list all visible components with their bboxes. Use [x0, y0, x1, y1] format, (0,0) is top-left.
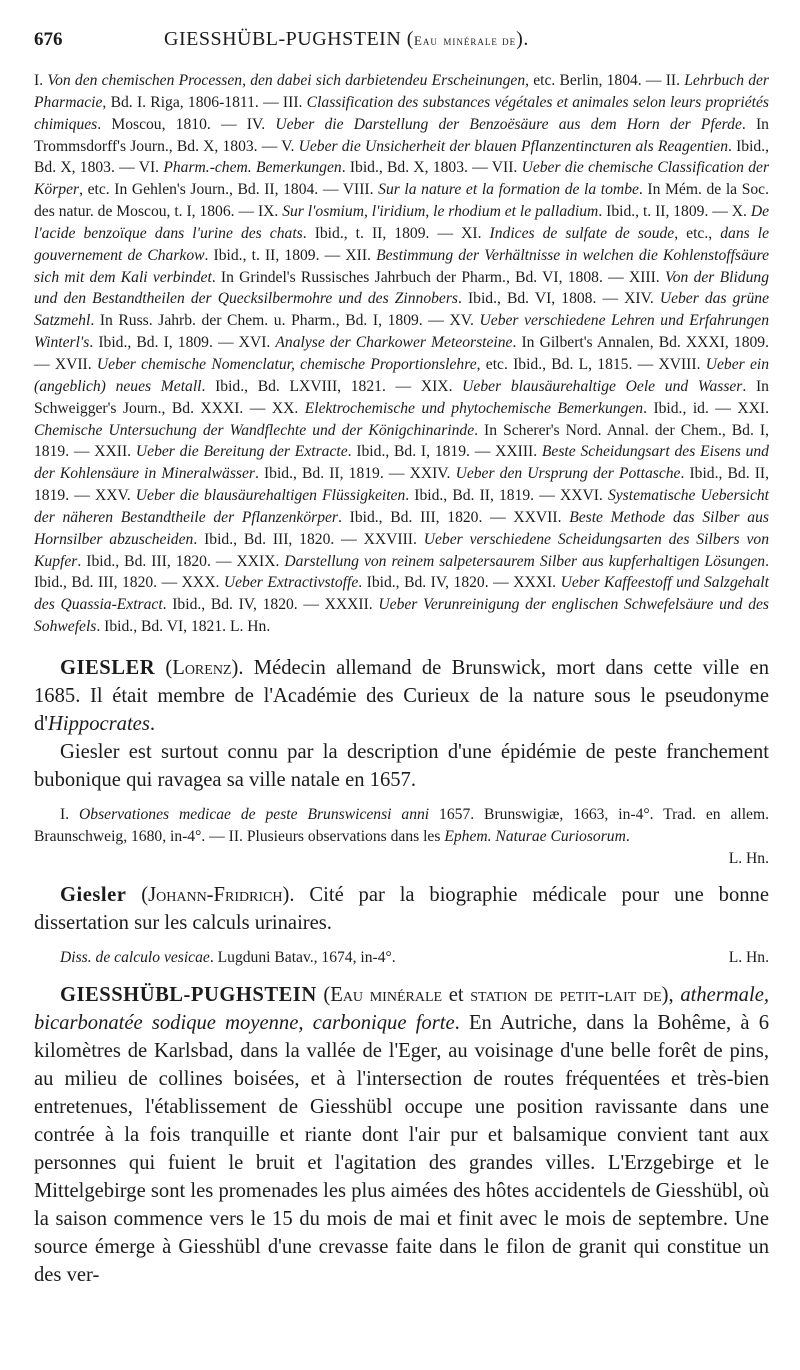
- biblio-2-run: 1657. Brunswigiæ, 1663, in-4°. Trad. en allem. Braunschweig, 1680, in-4°. — II. Plusieurs observations dans les: [34, 805, 769, 845]
- entry-open-paren: (: [316, 984, 331, 1007]
- entry-water-type: athermale, bicarbonatée sodique moyenne, carbonique forte: [34, 984, 769, 1035]
- biblio-1-run: . Ibid., Bd. I, 1819. — XXIII.: [347, 443, 542, 461]
- biblio-1-run: Bestimmung der Verhältnisse in welchen die Kohlenstoffsäure sich mit dem Kali verbindet: [34, 246, 769, 286]
- biblio-1-run: , etc.,: [674, 224, 721, 242]
- biblio-1-run: . In Grindel's Russisches Jahrbuch der Pharm., Bd. VI, 1808. — XIII.: [211, 268, 665, 286]
- bibliography-block-3: [34, 947, 769, 969]
- biblio-1-run: , etc. Berlin, 1804. — II.: [525, 72, 685, 89]
- entry-giesler-lorenz-para2: Giesler est surtout connu par la description d'une épidémie de peste franchement bubonique qui ravagea sa ville natale en 1657.: [34, 740, 769, 791]
- biblio-1-run: . Ibid., Bd. II, 1819. — XXIV.: [254, 465, 456, 483]
- biblio-1-run: . In Gilbert's Annalen, Bd. XXXI, 1809. — XVII.: [34, 334, 769, 373]
- entry-eau: Eau: [330, 984, 364, 1007]
- biblio-1-run: Analyse der Charkower Meteorsteine: [275, 334, 513, 352]
- biblio-1-run: . Ibid., Bd. LXVIII, 1821. — XIX.: [201, 377, 463, 395]
- running-title-minerale: minérale de: [443, 33, 517, 48]
- biblio-1-run: . Ibid., Bd. X, 1803. — VI.: [34, 137, 770, 177]
- biblio-1-run: Lehrbuch der Pharmacie: [34, 72, 769, 111]
- biblio-1-run: Ueber Verunreinigung der englischen Schwefelsäure und des Sohwefels: [34, 596, 769, 636]
- biblio-1-run: . Ibid., Bd. IV, 1820. — XXXI.: [358, 574, 561, 592]
- biblio-1-run: . In Scherer's Nord. Annal. der Chem., Bd. I, 1819. — XXII.: [34, 421, 769, 461]
- biblio-1-run: Ueber die Unsicherheit der blauen Pflanzentincturen als Reagentien: [298, 137, 729, 155]
- entry-giesler-lorenz-para1: GIESLER (Lorenz). Médecin allemand de Brunswick, mort dans cette ville en 1685. Il était membre de l'Académie des Curieux de la nature sous le pseudonyme d'Hippocrates.: [34, 656, 769, 735]
- entry-station: station de petit-lait de: [470, 984, 662, 1007]
- biblio-2-run: Ephem. Naturae Curiosorum: [444, 827, 626, 845]
- biblio-2-run: .: [625, 827, 630, 845]
- biblio-1-run: . Ibid., Bd. VI, 1821.: [96, 618, 230, 636]
- biblio-1-run: I.: [34, 72, 48, 89]
- biblio-1-run: , etc. Ibid., Bd. L, 1815. — XVIII.: [476, 355, 706, 373]
- running-title: [164, 28, 529, 51]
- entry-pseudonym: Hippocrates: [48, 712, 150, 735]
- biblio-1-run: Ueber das grüne Satzmehl: [34, 290, 769, 330]
- entry-text: . En Autriche, dans la Bohême, à 6 kilomètres de Karlsbad, dans la vallée de l'Eger, au voisinage d'une belle forêt de pins, au milieu de collines boisées, et à l'intersection de routes fréquentées et très-bien entretenues, l'établissement de Giesshübl occupe une position ravissante dans une contrée à la fois tranquille et riante dont l'air pur et balsamique convient tant aux personnes qui fuient le bruit et l'agitation des grandes villes. L'Erzgebirge et le Mittelgebirge sont les promenades les plus aimées des hôtes accidentels de Giesshübl, où la saison commence vers le 15 du mois de mai et finit avec le mois de septembre. Une source émerge à Giesshübl d'une crevasse faite dans le filon de granit qui constitue un des ver-: [34, 1012, 770, 1287]
- entry-text-end: .: [149, 712, 155, 735]
- entry-text: ). Cité par la biographie médicale pour une bonne dissertation sur les calculs urinaires.: [34, 884, 769, 935]
- biblio-1-run: . Ibid., Bd. III, 1820. — XXX.: [34, 552, 770, 592]
- biblio-1-run: Ueber blausäurehaltige Oele und Wasser: [462, 377, 743, 395]
- entry-minerale: minérale: [369, 984, 443, 1007]
- biblio-1-run: . In Russ. Jahrb. der Chem. u. Pharm., Bd. I, 1809. — XV.: [90, 312, 480, 330]
- biblio-3-run: Diss. de calculo vesicae: [60, 949, 210, 967]
- biblio-1-run: Ueber die Darstellung der Benzoësäure aus dem Horn der Pferde: [275, 115, 742, 133]
- biblio-1-run: Pharm.-chem. Bemerkungen: [163, 159, 342, 177]
- biblio-1-run: Indices de sulfate de soude: [489, 224, 675, 242]
- biblio-1-run: , Bd. I. Riga, 1806-1811. — III.: [102, 93, 307, 111]
- biblio-1-run: . Ibid., Bd. IV, 1820. — XXXII.: [162, 596, 379, 614]
- biblio-1-run: De l'acide benzoïque dans l'urine des chats: [34, 203, 769, 242]
- biblio-1-run: Ueber die Bereitung der Extracte: [135, 443, 348, 461]
- biblio-1-run: Ueber ein (angeblich) neues Metall: [34, 355, 769, 395]
- biblio-1-run: Classification des substances végétales et animales selon leurs propriétés chimiques: [34, 93, 769, 133]
- biblio-1-run: Ueber Extractivstoffe: [223, 574, 359, 592]
- bibliography-3-author: L. Hn.: [728, 949, 769, 967]
- biblio-1-run: dans le gouvernement de Charkow: [34, 224, 769, 264]
- biblio-1-run: Beste Methode das Silber aus Hornsilber abzuscheiden: [34, 508, 769, 548]
- entry-giesshubl: [34, 981, 769, 1289]
- biblio-1-run: Von den chemischen Processen, den dabei sich darbietendeu Erscheinungen: [47, 72, 526, 89]
- biblio-1-run: Von der Blidung und den Bestandtheilen der Quecksilbermohre und des Zinnobers: [34, 268, 769, 308]
- biblio-1-run: . Ibid., Bd. III, 1820. — XXIX.: [77, 552, 285, 570]
- entry-given-name: Lorenz: [172, 656, 232, 679]
- running-title-close: ).: [516, 28, 529, 50]
- biblio-1-run: Ueber verschiedene Scheidungsarten des Silbers von Kupfer: [34, 530, 769, 570]
- entry-giesler-johann: Giesler (Johann-Fridrich). Cité par la biographie médicale pour une bonne dissertation sur les calculs urinaires.: [34, 884, 769, 935]
- biblio-1-run: Ueber Kaffeestoff und Salzgehalt des Quassia-Extract: [34, 574, 769, 614]
- biblio-1-run: . In Schweigger's Journ., Bd. XXXI. — XX.: [34, 377, 769, 417]
- biblio-1-run: Ueber die blausäurehaltigen Flüssigkeiten: [135, 487, 406, 505]
- biblio-1-run: . Ibid., Bd. I, 1809. — XVI.: [89, 334, 276, 352]
- dictionary-page: [34, 28, 769, 1358]
- entry-headword: GIESLER: [60, 656, 156, 679]
- running-title-eau: Eau: [413, 33, 438, 48]
- bibliography-1-author: L. Hn.: [229, 618, 271, 636]
- biblio-1-run: Sur la nature et la formation de la tombe: [378, 181, 639, 199]
- biblio-1-run: . Ibid., t. II, 1809. — XI.: [302, 224, 490, 242]
- entry-headword: Giesler: [60, 884, 127, 907]
- biblio-1-run: Darstellung von reinem salpetersaurem Silber aus kupferhaltigen Lösungen: [284, 552, 766, 570]
- biblio-1-run: . Ibid., Bd. II, 1819. — XXV.: [34, 465, 770, 505]
- biblio-1-run: . In Mém. de la Soc. des natur. de Moscou, t. I, 1806. — IX.: [34, 181, 769, 221]
- biblio-1-run: . Ibid., Bd. VI, 1808. — XIV.: [457, 290, 660, 308]
- bibliography-1-text: [34, 72, 769, 635]
- biblio-1-run: Systematische Uebersicht der näheren Bestandtheile der Pflanzenkörper: [34, 487, 769, 526]
- biblio-1-run: . Ibid., Bd. II, 1819. — XXVI.: [405, 487, 608, 505]
- biblio-3-run: . Lugduni Batav., 1674, in-4°.: [209, 949, 396, 967]
- bibliography-block-1: [34, 70, 769, 638]
- biblio-1-run: . In Trommsdorff's Journ., Bd. X, 1803. — V.: [34, 115, 769, 155]
- biblio-1-run: Ueber chemische Nomenclatur, chemische Proportionslehre: [96, 355, 477, 373]
- biblio-1-run: Sur l'osmium, l'iridium, le rhodium et le palladium: [282, 203, 599, 221]
- bibliography-2-text: [34, 806, 769, 845]
- biblio-1-run: . Ibid., Bd. X, 1803. — VII.: [341, 159, 522, 177]
- biblio-1-run: . Ibid., Bd. III, 1820. — XXVII.: [338, 508, 570, 526]
- page-header: [34, 28, 769, 64]
- entry-close-paren: ),: [661, 984, 674, 1007]
- biblio-1-run: Chemische Untersuchung der Wandflechte und der Königchinarinde: [34, 421, 475, 439]
- biblio-1-run: Elektrochemische und phytochemische Bemerkungen: [304, 399, 644, 417]
- biblio-1-run: . Ibid., t. II, 1809. — X.: [598, 203, 751, 221]
- bibliography-2-author: L. Hn.: [728, 849, 769, 867]
- biblio-1-run: . Ibid., Bd. III, 1820. — XXVIII.: [193, 530, 424, 548]
- entry-text: ). Médecin allemand de Brunswick, mort dans cette ville en 1685. Il était membre de l'Académie des Curieux de la nature sous le pseudonyme d': [34, 656, 769, 735]
- biblio-1-run: Ueber die chemische Classification der Körper: [34, 159, 770, 199]
- biblio-2-run: Observationes medicae de peste Brunswicensi anni: [79, 805, 430, 823]
- biblio-1-run: Ueber verschiedene Lehren und Erfahrungen Winterl's: [34, 312, 769, 352]
- biblio-2-run: I.: [60, 805, 80, 823]
- bibliography-block-2: [34, 804, 769, 870]
- biblio-1-run: . Ibid., id. — XXI.: [643, 399, 769, 417]
- running-title-main: GIESSHÜBL-PUGHSTEIN (: [164, 28, 414, 50]
- entry-giesler-lorenz: [34, 654, 769, 794]
- bibliography-3-text: [34, 947, 396, 969]
- entry-given-name: Johann-Fridrich: [148, 884, 283, 907]
- biblio-1-run: Beste Scheidungsart des Eisens und der Kohlensäure in Mineralwässer: [34, 443, 769, 483]
- page-number: 676: [34, 29, 63, 50]
- biblio-1-run: Ueber den Ursprung der Pottasche: [455, 465, 681, 483]
- biblio-1-run: . Ibid., t. II, 1809. — XII.: [204, 246, 377, 264]
- entry-et: et: [448, 984, 464, 1007]
- biblio-1-run: . Moscou, 1810. — IV.: [97, 115, 276, 133]
- entry-headword: GIESSHÜBL-PUGHSTEIN: [60, 984, 317, 1007]
- biblio-1-run: , etc. In Gehlen's Journ., Bd. II, 1804. — VIII.: [79, 181, 379, 199]
